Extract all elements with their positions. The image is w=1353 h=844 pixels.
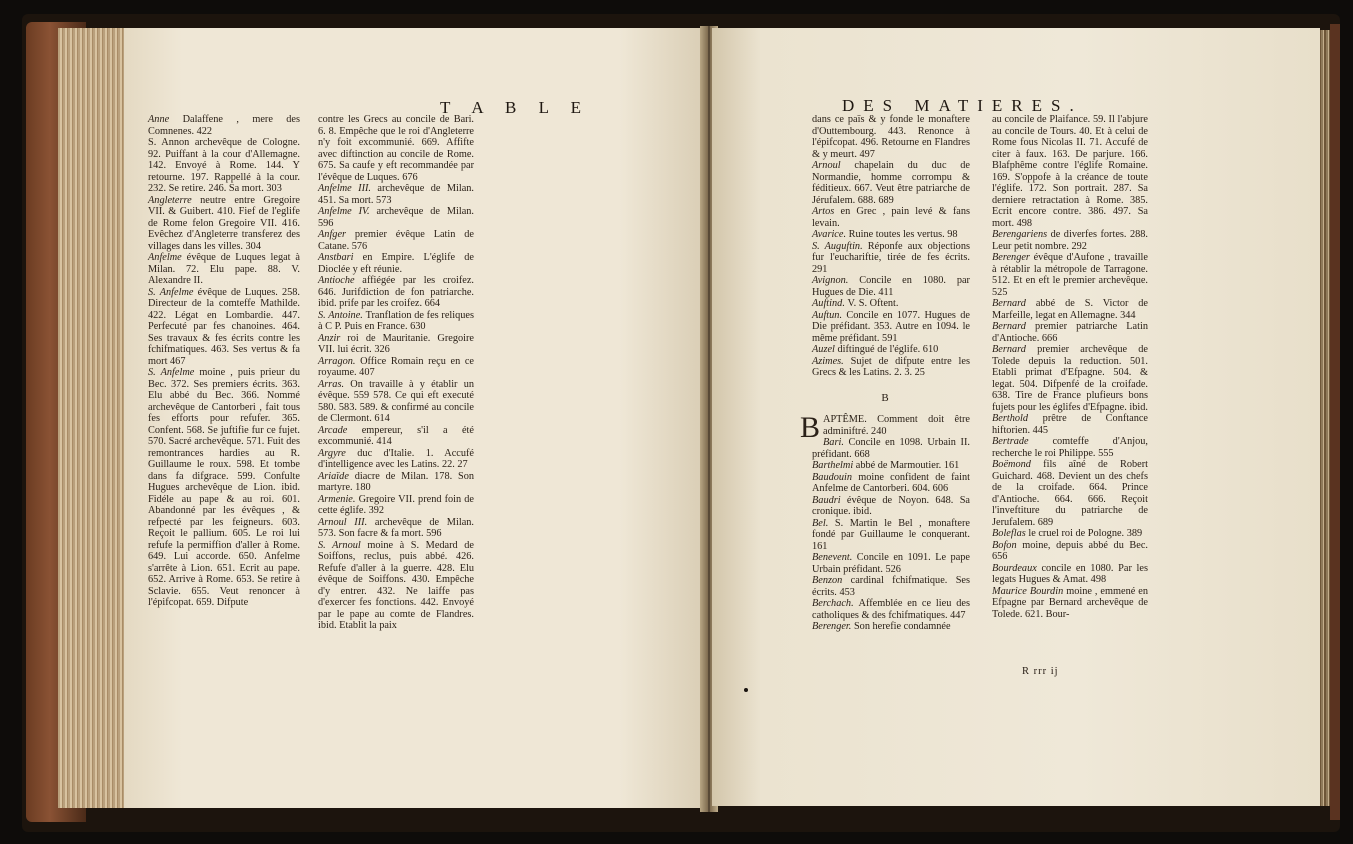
entry-text: cardinal fchifmatique. Ses écrits. 453 [812,575,971,598]
entry-keyword: Arnoul [812,160,855,171]
entry-text: abbé de Marmoutier. 161 [855,460,960,471]
entry-keyword: S. Auguftin. [812,240,868,252]
entry-keyword: Bofon [992,539,1023,551]
running-head-right: DES MATIERES. [842,96,1083,115]
entry-keyword: Azimes. [812,355,851,367]
entry-text: évêque de Luques. 258. Directeur de la comteffe Mathilde. 422. Légat en Lombardie. 447. Perfecuté par fes chanoines. 464. Ses travaux & fes écrits contre les fchifmatiques. 463. Ses vertus & fa mort 467 [148,286,300,367]
index-entry [800,518,970,553]
index-entry [800,495,970,518]
entry-text: S. Martin le Bel , monaftere fondé par Guillaume le conquerant. 161 [812,517,970,552]
running-head-left: T A B L E [440,98,590,117]
index-entry [800,575,970,598]
entry-text: moine, depuis abbé du Bec. 656 [992,539,1149,562]
entry-text: évêque d'Aufone , travaille à rétablir la métropole de Tarragone. 512. Et en eft le premier archevêque. 525 [992,252,1148,298]
entry-text: en Grec , pain levé & fans levain. [812,206,970,229]
entry-text: Sujet de difpute entre les Grecs & les Latins. 2. 3. 25 [812,355,970,378]
entry-text: concile en 1080. Par les legats Hugues & Amat. 498 [992,562,1148,585]
right-column-1 [800,114,970,633]
entry-keyword: Berthold [992,413,1043,424]
entry-keyword: S. Arnoul [318,539,368,551]
index-entry [136,114,300,137]
entry-keyword: Barthelmi [812,460,856,471]
entry-keyword: Berchach. [812,598,859,609]
index-entry [980,413,1148,436]
entry-keyword: Anfger [318,229,355,240]
index-entry [800,310,970,345]
right-page [712,28,1320,806]
entry-text: chapelain du duc de Normandie, homme corrompu & féditieux. 667. Veut être patriarche de Jérufalem. 688. 689 [812,160,970,206]
index-entry [980,459,1148,528]
index-entry [306,425,474,448]
entry-text: Office Romain reçu en ce royaume. 407 [318,355,475,378]
entry-keyword: Avignon. [812,275,860,286]
entry-text: Concile en 1091. Le pape Urbain préfidant. 526 [812,552,970,575]
entry-text: contre les Grecs au concile de Bari. 6. 8. Empêche que le roi d'Angleterre n'y foit excommunié. 669. Affifte avec diftinction au concile de Rome. 675. Sa caufe y eft recommandée par l'évêque de Luques. 676 [318,114,474,183]
index-entry [800,356,970,379]
index-entry [800,298,970,310]
index-entry [980,252,1148,298]
index-entry [980,321,1148,344]
index-entry [800,206,970,229]
index-entry [306,379,474,425]
entry-keyword: Berengariens [992,229,1051,240]
entry-text: V. S. Oftent. [847,298,899,309]
index-entry [306,333,474,356]
index-entry [306,517,474,540]
entry-keyword: Auftun. [812,309,847,321]
entry-text: dans ce païs & y fonde le monaftere d'Outtembourg. 443. Renonce à l'épifcopat. 496. Retourne en Flandres & y meurt. 497 [812,114,970,160]
ink-speck [744,688,748,692]
left-page [124,28,707,808]
entry-keyword: Angleterre [148,194,201,206]
index-entry [306,448,474,471]
entry-text: duc d'Italie. 1. Accufé d'intelligence avec les Latins. 22. 27 [318,447,475,470]
entry-keyword: Bertrade [992,436,1053,447]
entry-text: Dalaffene , mere des Comnenes. 422 [148,114,301,137]
entry-keyword: Anstbari [318,252,363,263]
index-entry [136,367,300,609]
index-entry [306,183,474,206]
entry-keyword: Boëmond [992,459,1044,470]
entry-keyword: Auftind. [812,298,848,309]
entry-keyword: Benevent. [812,552,857,563]
entry-text: roi de Mauritanie. Gregoire VII. lui écrit. 326 [318,332,474,355]
entry-keyword: Arras. [318,378,351,390]
index-entry [800,241,970,276]
index-entry [800,344,970,356]
entry-keyword: Anfelme III. [318,183,378,194]
entry-text: archevêque de Milan. 451. Sa mort. 573 [318,183,474,206]
entry-keyword: S. Anfelme [148,286,198,298]
index-entry [136,195,300,253]
entry-keyword: Arnoul III. [318,516,375,528]
section-letter: B [881,391,889,404]
index-entry [980,344,1148,413]
entry-text: prêtre de Conftance hiftorien. 445 [992,413,1148,436]
entry-keyword: Anfelme [148,252,187,263]
entry-text: évêque de Noyon. 648. Sa cronique. ibid. [812,494,970,517]
entry-keyword: Baudouin [812,471,859,483]
entry-text: APTÊME. Comment doit être adminiftré. 240 [823,414,970,437]
entry-text: diacre de Milan. 178. Son martyre. 180 [318,470,474,493]
index-entry [306,252,474,275]
index-entry [800,160,970,206]
entry-text: Ruine toutes les vertus. 98 [848,229,958,240]
entry-text: affiégée par les croifez. 646. Jurifdiction de fon patriarche. ibid. prife par les croifez. 664 [318,275,474,309]
index-entry [800,114,970,160]
index-entry [800,552,970,575]
index-entry [980,528,1148,540]
page-edges-left [58,28,128,808]
entry-keyword: Anfelme IV. [318,206,377,217]
entry-text: moine , puis prieur du Bec. 372. Ses premiers écrits. 363. Elu abbé du Bec. 366. Nommé archevêque de Cantorberi , fait tous fes efforts pour refufer. 365. Confent. 568. Se juftifie fur ce fujet. 570. Sacré archevêque. 571. Fuit des remontrances hardies au R. Guillaume le roux. 598. Et tombe dans fa difgrace. 599. Confulte Hugues archevêque de Lion. ibid. Fidéle au pape & au roi. 601. Abandonné par les évêques , & refpecté par les feigneurs. 603. Reçoit le pallium. 605. Le roi lui refufe la permiffion d'aller à Rome. 649. Lui accorde. 650. Anfelme s'arrête à Lion. 651. Ecrit au pape. 652. Arrive à Rome. 653. Se retire à Sclavie. 655. Veut renoncer à l'épifcopat. 659. Difpute [148,367,301,608]
entry-text: moine confident de faint Anfelme de Cantorberi. 604. 606 [812,471,970,494]
entry-text: Concile en 1098. Urbain II. préfidant. 668 [812,437,970,460]
entry-keyword: Berenger. [812,621,854,632]
index-entry [800,598,970,621]
entry-text: Concile en 1080. par Hugues de Die. 411 [812,275,970,298]
index-entry [136,137,300,195]
entry-keyword: Benzon [812,575,851,586]
entry-keyword: Bel. [812,517,835,529]
entry-keyword: S. Antoine. [318,309,366,321]
entry-text: Concile en 1077. Hugues de Die préfidant. 353. Autre en 1094. le même préfidant. 591 [812,309,970,344]
entry-text: archevêque de Milan. 573. Son facre & fa mort. 596 [318,516,474,539]
entry-text: en Empire. L'églife de Dioclée y eft réunie. [318,252,474,275]
index-entry [980,114,1148,229]
entry-keyword: Arcade [318,424,362,436]
index-entry [306,540,474,632]
entry-keyword: Argyre [318,447,358,459]
index-entry [306,310,474,333]
index-entry [306,471,474,494]
entry-text: moine , emmené en Efpagne par Bernard archevêque de Tolede. 621. Bour- [992,585,1148,620]
entry-keyword: Boleflas [992,528,1029,539]
entry-text: S. Annon archevêque de Cologne. 92. Puiffant à la cour d'Allemagne. 142. Envoyé à Rome. 144. Y retourne. 197. Rappellé à la cour. 232. Se retire. 246. Sa mort. 303 [148,137,300,194]
entry-keyword: Antioche [318,275,363,286]
entry-keyword: Anzir [318,332,348,344]
index-entry [800,472,970,495]
entry-text: le cruel roi de Pologne. 389 [1028,528,1143,539]
index-entry [980,586,1148,621]
index-entry [980,436,1148,459]
index-entry [980,229,1148,252]
index-entry [980,298,1148,321]
entry-text: diftingué de l'églife. 610 [837,344,939,355]
entry-text: empereur, s'il a été excommunié. 414 [318,424,474,447]
entry-keyword: Maurice Bourdin [992,585,1067,597]
entry-text: Tranflation de fes reliques à C P. Puis en France. 630 [318,309,474,332]
index-entry [800,460,970,472]
entry-text: au concile de Plaifance. 59. Il l'abjure au concile de Tours. 40. Et à celui de Rome fous Nicolas II. 71. Accufé de citer à faux. 163. De parjure. 166. Blafphême contre l'églife Romaine. 169. S'oppofe à la créance de toute l'églife. 172. Son portrait. 287. Sa derniere retractation à Rome. 385. Ecrit encore contre. 386. 497. Sa mort. 498 [992,114,1148,229]
index-entry [980,563,1148,586]
index-entry [800,229,970,241]
entry-text: archevêque de Milan. 596 [318,206,474,229]
entry-keyword: Baudri [812,494,847,506]
entry-keyword: Ariaïde [318,470,355,482]
index-entry [306,114,474,183]
entry-keyword: Armenie. [318,493,359,505]
folio-signature: R rrr ij [1022,666,1059,677]
entry-keyword: Bourdeaux [992,562,1042,574]
entry-keyword: Berenger [992,252,1034,263]
entry-text: de diverfes fortes. 288. Leur petit nombre. 292 [992,229,1148,252]
index-entry [136,287,300,368]
index-entry [800,437,970,460]
index-entry [306,275,474,310]
left-column-2 [306,114,474,632]
book-cover-right [1330,24,1340,820]
index-entry [800,275,970,298]
entry-text: On travaille à y établir un évêque. 559 578. Ce qui eft executé 580. 583. 589. & confirmé au concile de Clermont. 614 [318,378,474,424]
dropcap-letter: B [800,411,821,444]
index-entry [306,206,474,229]
index-entry [800,621,970,633]
entry-text: Gregoire VII. prend foin de cette églife. 392 [318,493,474,516]
index-entry [306,229,474,252]
entry-keyword: Arragon. [318,355,361,367]
entry-keyword: Bari. [823,437,849,448]
entry-text: moine à S. Medard de Soiffons, reclus, puis abbé. 426. Refufe d'aller à la guerre. 428. Elu évêque de Soiffons. 430. Empêche d'y entrer. 432. Ne laiffe pas d'exercer fes fonctions. 442. Envoyé par le pape au comte de Flandres. ibid. Etablit la paix [318,539,474,631]
index-entry [980,540,1148,563]
entry-text: Son herefie condamnée [853,621,951,632]
entry-text: comteffe d'Anjou, recherche le roi Philippe. 555 [992,436,1148,459]
index-entry [306,494,474,517]
entry-keyword: Avarice. [812,229,849,240]
entry-keyword: Artos [812,206,841,217]
entry-text: abbé de S. Victor de Marfeille, legat en Allemagne. 344 [992,298,1148,321]
entry-text: Affemblée en ce lieu des catholiques & des fchifmatiques. 447 [812,598,970,621]
entry-text: premier évêque Latin de Catane. 576 [318,229,474,252]
entry-text: fils aîné de Robert Guichard. 468. Devient un des chefs de la croifade. 664. Prince d'Antioche. 664. 666. Reçoit l'inveftiture du patriarche de Jerufalem. 689 [992,459,1148,528]
entry-text: premier patriarche Latin d'Antioche. 666 [992,321,1149,344]
index-entry [306,356,474,379]
left-column-1 [136,114,300,609]
entry-text: évêque de Luques legat à Milan. 72. Elu pape. 88. V. Alexandre II. [148,252,300,286]
entry-text: Réponfe aux objections fur l'euchariftie, tirée de fes écrits. 291 [812,240,970,275]
right-column-2 [980,114,1148,620]
index-entry [136,252,300,287]
entry-keyword: S. Anfelme [148,367,200,378]
entry-keyword: Auzel [812,344,838,355]
entry-keyword: Bernard [992,321,1035,332]
entry-keyword: Anne [148,114,183,125]
entry-keyword: Bernard [992,344,1038,355]
entry-text: premier archevêque de Tolede depuis la reduction. 501. Etabli primat d'Efpagne. 504. & legat. 504. Difpenfé de la croifade. 638. Tire de France plufieurs bons fujets pour les églifes d'Efpagne. ibid. [992,344,1148,413]
entry-text: neutre entre Gregoire VII. & Guibert. 410. Fief de l'eglife de Rome felon Gregoire VII. 416. Evêchez d'Angleterre transferez des villages dans les villes. 304 [148,194,300,252]
entry-keyword: Bernard [992,298,1036,309]
